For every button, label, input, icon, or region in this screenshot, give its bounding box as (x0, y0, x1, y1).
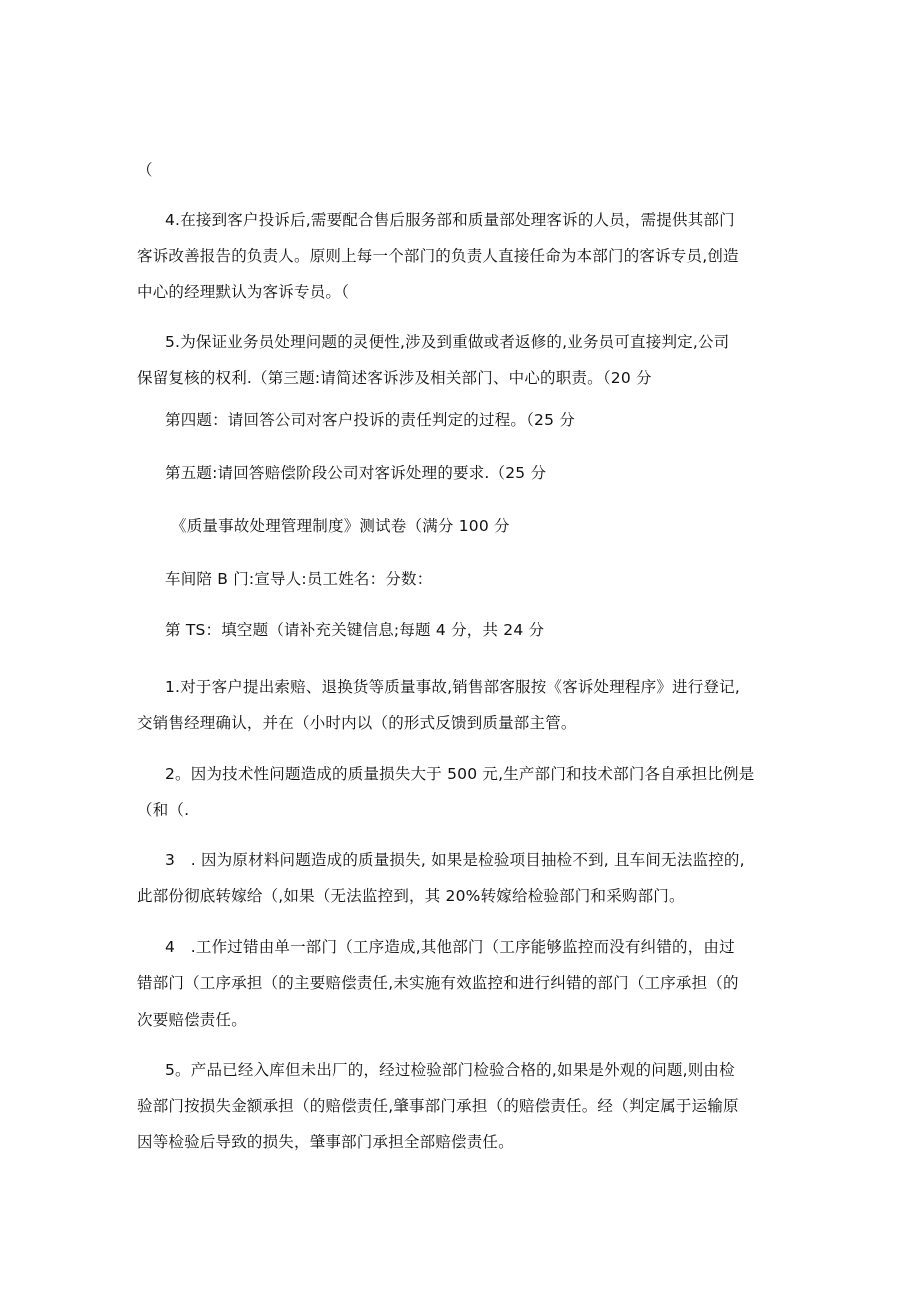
text-line: 中心的经理默认为客诉专员。（ (137, 283, 350, 301)
text-line: 验部门按损失金额承担（的赔偿责任,肇事部门承担（的赔偿责任。经（判定属于运输原 (137, 1097, 739, 1115)
text-line: 5.为保证业务员处理问题的灵便性,涉及到重做或者返修的,业务员可直接判定,公司 (165, 333, 730, 351)
text-line: 客诉改善报告的负责人。原则上每一个部门的负责人直接任命为本部门的客诉专员,创造 (137, 247, 739, 265)
section-heading: 第 TS：填空题（请补充关键信息;每题 4 分，共 24 分 (165, 621, 545, 639)
text-line: （ (137, 161, 153, 179)
text-line: 此部份彻底转嫁给（,如果（无法监控到，其 20%转嫁给检验部门和采购部门。 (137, 887, 685, 905)
document-title: 《质量事故处理管理制度》测试卷（满分 100 分 (171, 517, 510, 535)
text-line: 2。因为技术性问题造成的质量损失大于 500 元,生产部门和技术部门各自承担比例是 (165, 765, 755, 783)
text-line: 1.对于客户提出索赔、退换货等质量事故,销售部客服按《客诉处理程序》进行登记, (165, 678, 740, 696)
text-line: 次要赔偿责任。 (137, 1011, 247, 1029)
text-line: 交销售经理确认，并在（小时内以（的形式反馈到质量部主管。 (137, 714, 577, 732)
text-line: 错部门（工序承担（的主要赔偿责任,未实施有效监控和进行纠错的部门（工序承担（的 (137, 974, 739, 992)
text-line: 4.在接到客户投诉后,需要配合售后服务部和质量部处理客诉的人员，需提供其部门 (165, 211, 735, 229)
text-line: 3 . 因为原材料问题造成的质量损失, 如果是检验项目抽检不到, 且车间无法监控的, (165, 851, 745, 869)
text-line: 5。产品已经入库但未出厂的，经过检验部门检验合格的,如果是外观的问题,则由检 (165, 1061, 735, 1079)
text-line: （和（. (137, 801, 190, 819)
text-line: 4 .工作过错由单一部门（工序造成,其他部门（工序能够监控而没有纠错的，由过 (165, 938, 735, 956)
text-line: 第五题:请回答赔偿阶段公司对客诉处理的要求.（25 分 (165, 464, 547, 482)
text-line: 保留复核的权利.（第三题:请简述客诉涉及相关部门、中心的职责。（20 分 (137, 369, 652, 387)
text-line: 第四题：请回答公司对客户投诉的责任判定的过程。（25 分 (165, 411, 576, 429)
text-line: 车间陪 B 门:宣导人:员工姓名：分数： (165, 570, 433, 588)
text-line: 因等检验后导致的损失，肇事部门承担全部赔偿责任。 (137, 1133, 514, 1151)
